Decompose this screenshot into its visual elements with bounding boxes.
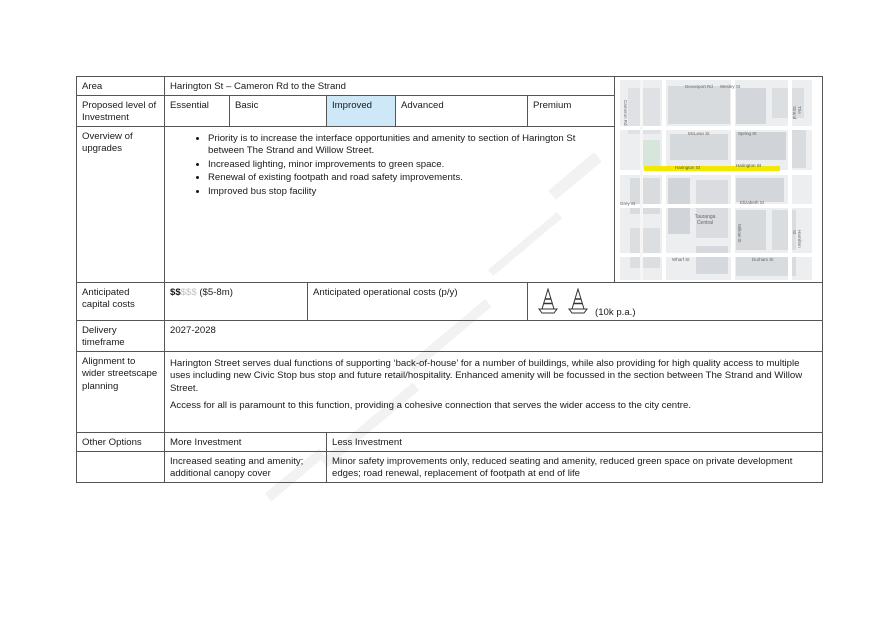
location-map bbox=[620, 80, 812, 280]
overview-bullet: • Increased lighting, minor improvements to green space. bbox=[208, 159, 609, 171]
cost-rating-faded: $$$ bbox=[180, 287, 197, 298]
cost-range: ($5-8m) bbox=[199, 287, 233, 298]
overview-bullet: • Priority is to increase the interface opportunities and amenity to section of Harington St between The Strand and Willow Street. bbox=[208, 133, 609, 158]
alignment-content bbox=[165, 352, 822, 432]
alignment-paragraph: Harington Street serves dual functions of supporting ‘back-of-house’ for a number of buildings, while also providing for high quality access to multiple uses including new Civic Stop bus stop and future retail/hospitality. Enhanced amenity will be focussed in the section between The Strand and Willow Street. bbox=[170, 358, 803, 394]
delivery-label: Delivery timeframe bbox=[82, 325, 125, 349]
more-investment-text: Increased seating and amenity; additional canopy cover bbox=[170, 456, 304, 480]
cost-rating-active: $$ bbox=[170, 287, 181, 298]
map-label-wharf: Wharf St bbox=[672, 257, 690, 262]
map-label-durham: Durham St bbox=[752, 257, 774, 262]
alignment-label: Alignment to wider streetscape planning bbox=[82, 356, 158, 392]
map-label-strand: The Strand bbox=[792, 106, 802, 120]
investment-label: Proposed level of Investment bbox=[82, 100, 157, 124]
options-label: Other Options bbox=[82, 437, 142, 448]
capital-label: Anticipated capital costs bbox=[82, 287, 135, 311]
map-label-harington-right: Harington St bbox=[736, 163, 762, 168]
map-label-willow: Willow St bbox=[737, 224, 742, 243]
less-investment-label: Less Investment bbox=[332, 437, 402, 448]
more-investment-label: More Investment bbox=[170, 437, 242, 448]
map-label-elizabeth: Elizabeth St bbox=[740, 200, 765, 205]
map-label-wesley: Wesley St bbox=[720, 84, 741, 89]
opex-value: (10k p.a.) bbox=[595, 307, 636, 318]
map-label-hamilton: Hamilton St bbox=[792, 230, 802, 248]
opex-label: Anticipated operational costs (p/y) bbox=[313, 287, 458, 298]
traffic-cone-icon bbox=[538, 288, 558, 318]
area-value: Harington St – Cameron Rd to the Strand bbox=[170, 81, 346, 92]
map-label-grey: Grey St bbox=[620, 201, 636, 206]
overview-label: Overview of upgrades bbox=[82, 131, 133, 155]
overview-bullet: • Renewal of existing footpath and road safety improvements. bbox=[208, 172, 609, 184]
less-investment-text: Minor safety improvements only, reduced seating and amenity, reduced green space on private development edges; road renewal, replacement of footpath at end of life bbox=[332, 456, 793, 480]
map-label-spring: Spring St bbox=[738, 131, 757, 136]
delivery-value: 2027-2028 bbox=[170, 325, 216, 336]
map-landmark: Tauranga Central bbox=[694, 214, 716, 226]
map-label-mclean: McLean St bbox=[688, 131, 710, 136]
level-advanced: Advanced bbox=[401, 100, 444, 111]
map-label-harington-left: Harington St bbox=[675, 165, 701, 170]
level-improved-selected: Improved bbox=[327, 96, 395, 126]
level-essential: Essential bbox=[170, 100, 209, 111]
overview-content bbox=[165, 127, 614, 282]
level-basic: Basic bbox=[235, 100, 259, 111]
overview-bullet: • Improved bus stop facility bbox=[208, 186, 609, 198]
map-label-devonport: Devonport Rd bbox=[685, 84, 713, 89]
alignment-paragraph: Access for all is paramount to this function, providing a cohesive connection that serves the wider access to the city centre. bbox=[170, 400, 691, 412]
opex-value-cell bbox=[528, 283, 822, 320]
traffic-cone-icon bbox=[568, 288, 588, 318]
overview-bullet-list bbox=[170, 133, 609, 198]
capital-cost bbox=[165, 283, 307, 320]
level-premium: Premium bbox=[533, 100, 572, 111]
map-label-cameron: Cameron Rd bbox=[623, 100, 628, 126]
area-label: Area bbox=[82, 81, 103, 92]
